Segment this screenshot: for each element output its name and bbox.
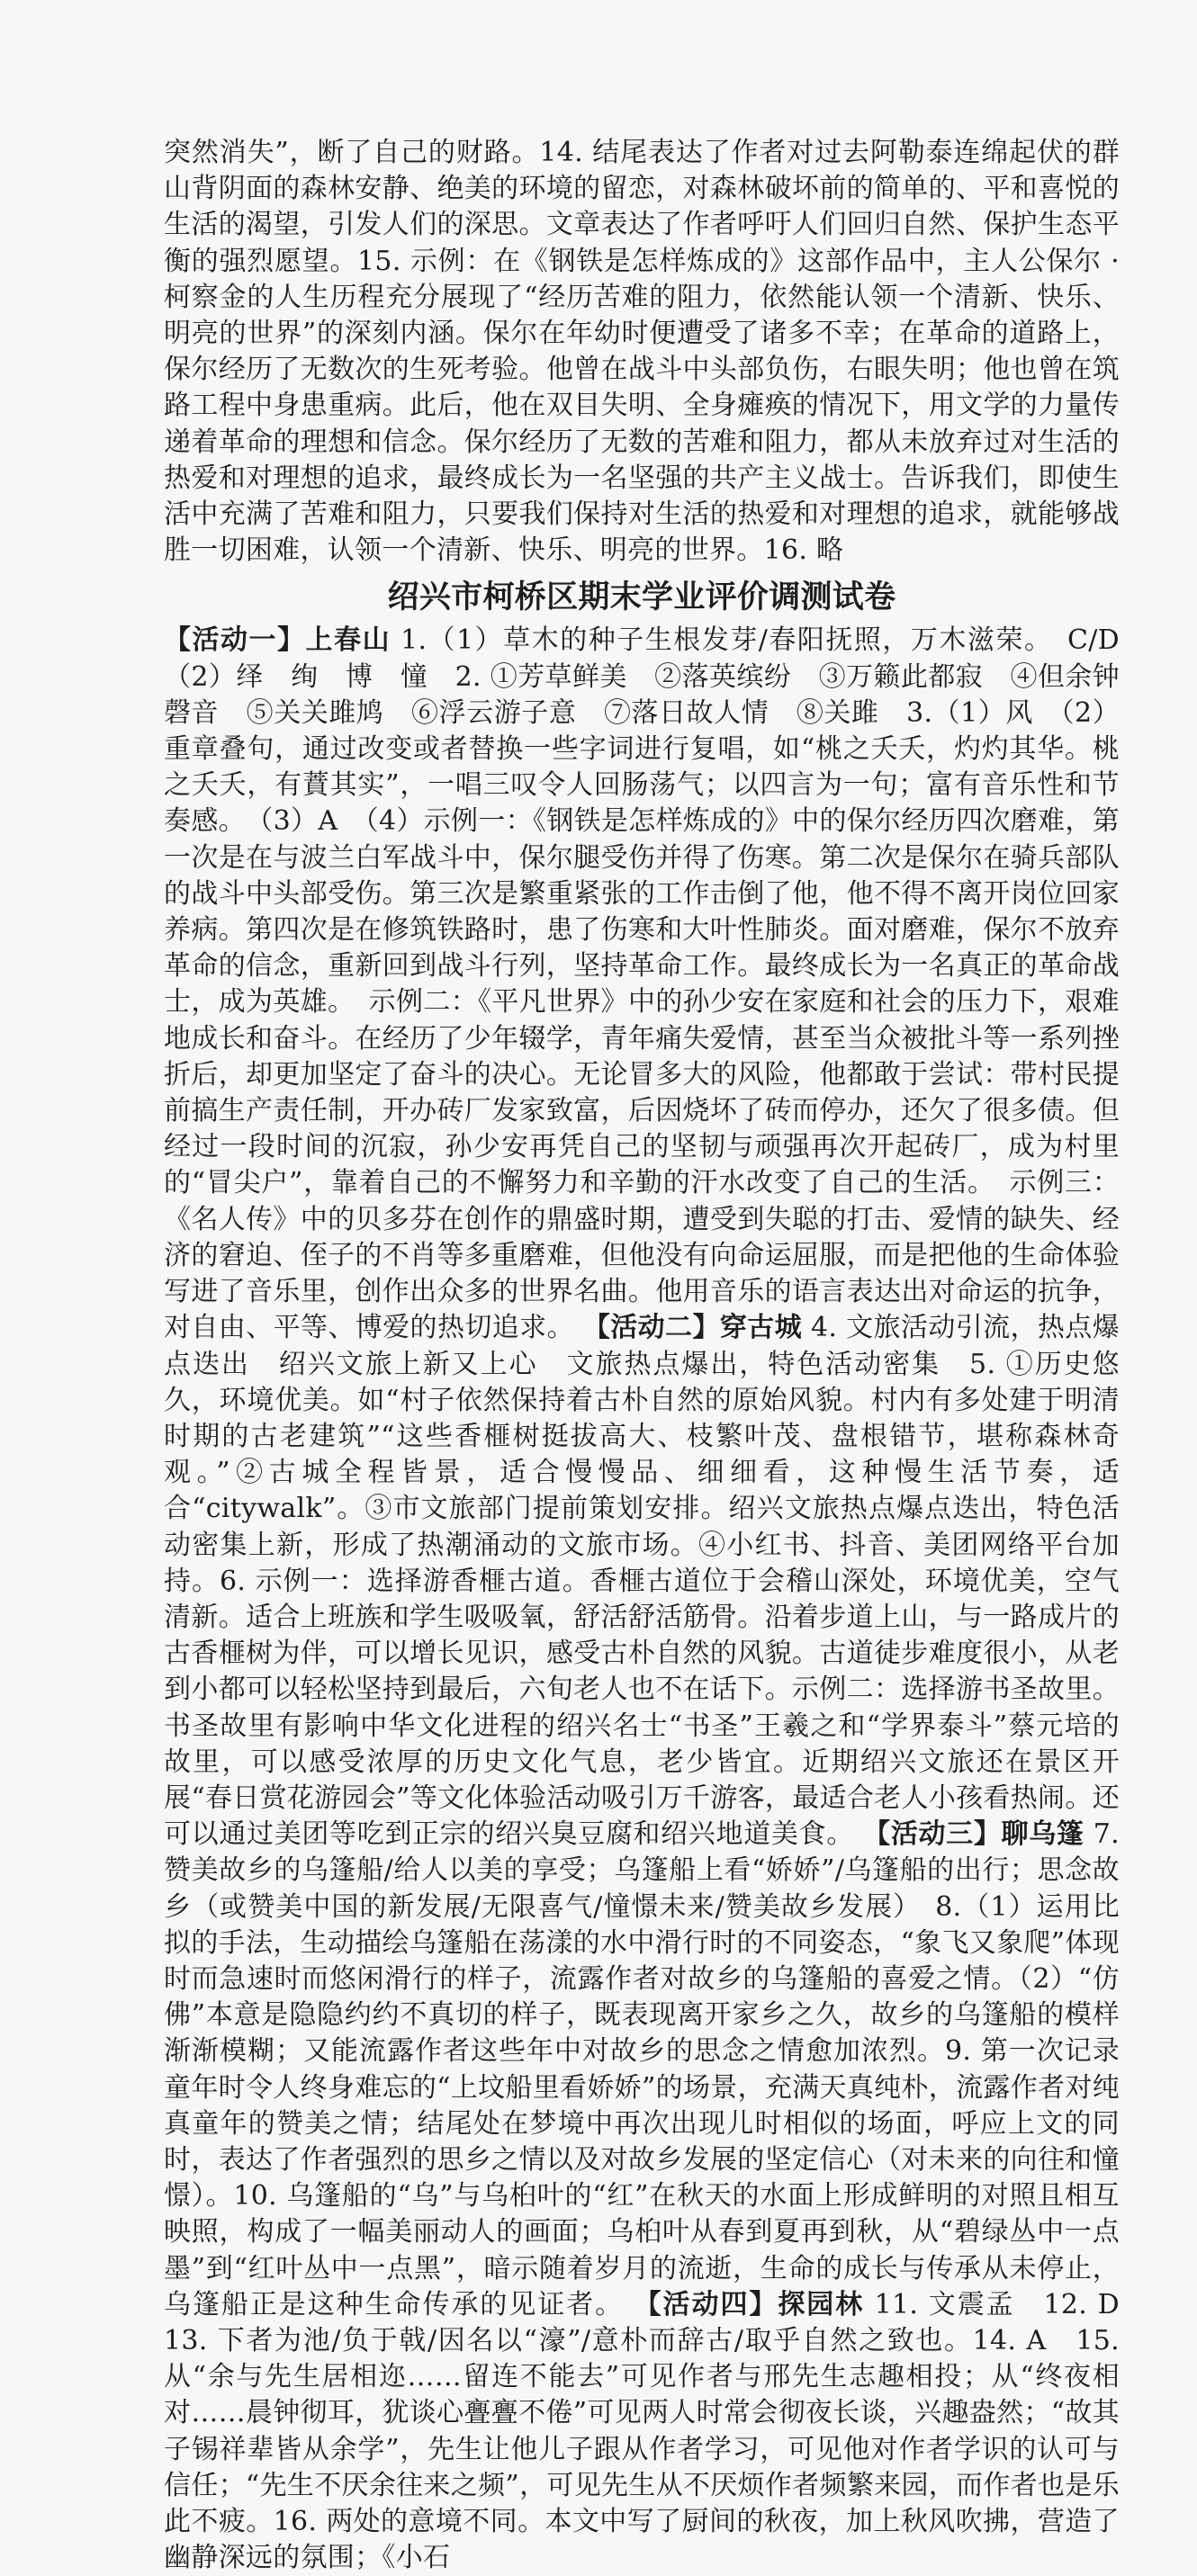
activity1-text: 1.（1）草木的种子生根发芽/春阳抚照，万木滋荣。 C/D （2）绎 绚 博 憧 2. ①芳草鲜美 ②落英缤纷 ③万籁此都寂 ④但余钟磬音 ⑤关关雎鸠 ⑥浮云游子意 ⑦落日故人情 ⑧关雎 3.（1）风 （2）重章叠句，通过改变或者替换一些字词进行复唱，如“桃之夭夭，灼灼其华。桃之夭夭，有蕡其实”，一唱三叹令人回肠荡气；以四言为一句；富有音乐性和节奏感。 （3）A （4）示例一：《钢铁是怎样炼成的》中的保尔经历四次磨难，第一次是在与波兰白军战斗中，保尔腿受伤并得了伤寒。第二次是保尔在骑兵部队的战斗中头部受伤。第三次是繁重紧张的工作击倒了他，他不得不离开岗位回家养病。第四次是在修筑铁路时，患了伤寒和大叶性肺炎。面对磨难，保尔不放弃革命的信念，重新回到战斗行列，坚持革命工作。最终成长为一名真正的革命战士，成为英雄。 示例二：《平凡世界》中的孙少安在家庭和社会的压力下，艰难地成长和奋斗。在经历了少年辍学，青年痛失爱情，甚至当众被批斗等一系列挫折后，却更加坚定了奋斗的决心。无论冒多大的风险，他都敢于尝试：带村民提前搞生产责任制，开办砖厂发家致富，后因烧坏了砖而停办，还欠了很多债。但经过一段时间的沉寂，孙少安再凭自己的坚韧与顽强再次开起砖厂，成为村里的“冒尖户”，靠着自己的不懈努力和辛勤的汗水改变了自己的生活。 示例三：《名人传》中的贝多芬在创作的鼎盛时期，遭受到失聪的打击、爱情的缺失、经济的窘迫、侄子的不肖等多重磨难，但他没有向命运屈服，而是把他的生命体验写进了音乐里，创作出众多的世界名曲。他用音乐的语言表达出对命运的抗争，对自由、平等、博爱的热切追求。 [164, 624, 1148, 1344]
activity4-label: 【活动四】探园林 [634, 2288, 865, 2320]
activity4-text: 11. 文震孟 12. D 13. 下者为池/负于戟/因名以“濠”/意朴而辞古/取乎自然之致也。14. A 15. 从“余与先生居相迩……留连不能去”可见作者与邢先生志趣相投；从“终夜相对……晨钟彻耳，犹谈心亹亹不倦”可见两人时常会彻夜长谈，兴趣盎然；“故其子锡祥辈皆从余学”，先生让他儿子跟从作者学习，可见他对作者学识的认可与信任；“先生不厌余往来之频”，可见先生从不厌烦作者频繁来园，而作者也是乐此不疲。16. 两处的意境不同。本文中写了厨间的秋夜，加上秋风吹拂，营造了幽静深远的氛围；《小石 [164, 2288, 1148, 2574]
activity2-text: 4. 文旅活动引流，热点爆点迭出 绍兴文旅上新又上心 文旅热点爆出，特色活动密集 5. ①历史悠久，环境优美。如“村子依然保持着古朴自然的原始风貌。村内有多处建于明清时期的古老建筑”“这些香榧树挺拔高大、枝繁叶茂、盘根错节，堪称森林奇观。”②古城全程皆景，适合慢慢品、细细看，这种慢生活节奏，适合“citywalk”。③市文旅部门提前策划安排。绍兴文旅热点爆点迭出，特色活动密集上新，形成了热潮涌动的文旅市场。④小红书、抖音、美团网络平台加持。6. 示例一：选择游香榧古道。香榧古道位于会稽山深处，环境优美，空气清新。适合上班族和学生吸吸氧，舒活舒活筋骨。沿着步道上山，与一路成片的古香榧树为伴，可以增长见识，感受古朴自然的风貌。古道徒步难度很小，从老到小都可以轻松坚持到最后，六旬老人也不在话下。示例二：选择游书圣故里。书圣故里有影响中华文化进程的绍兴名士“书圣”王羲之和“学界泰斗”蔡元培的故里，可以感受浓厚的历史文化气息，老少皆宜。近期绍兴文旅还在景区开展“春日赏花游园会”等文化体验活动吸引万千游客，最适合老人小孩看热闹。还可以通过美团等吃到正宗的绍兴臭豆腐和绍兴地道美食。 [164, 1312, 1120, 1851]
activity2-label: 【活动二】穿古城 [582, 1312, 803, 1344]
activity3-text: 7. 赞美故乡的乌篷船/给人以美的享受；乌篷船上看“娇娇”/乌篷船的出行；思念故乡（或赞美中国的新发展/无限喜气/憧憬未来/赞美故乡发展） 8.（1）运用比拟的手法，生动描绘乌篷船在荡漾的水中滑行时的不同姿态，“象飞又象爬”体现时而急速时而悠闲滑行的样子，流露作者对故乡的乌篷船的喜爱之情。（2）“仿佛”本意是隐隐约约不真切的样子，既表现离开家乡之久，故乡的乌篷船的模样渐渐模糊；又能流露作者这些年中对故乡的思念之情愈加浓烈。9. 第一次记录童年时令人终身难忘的“上坟船里看娇娇”的场景，充满天真纯朴，流露作者对纯真童年的赞美之情；结尾处在梦境中再次出现儿时相似的场面，呼应上文的同时，表达了作者强烈的思乡之情以及对故乡发展的坚定信心（对未来的向往和憧憬）。10. 乌篷船的“乌”与乌桕叶的“红”在秋天的水面上形成鲜明的对照且相互映照，构成了一幅美丽动人的画面；乌桕叶从春到夏再到秋，从“碧绿丛中一点墨”到“红叶丛中一点黑”，暗示随着岁月的流逝，生命的成长与传承从未停止，乌篷船正是这种生命传承的见证者。 [164, 1818, 1120, 2320]
answer-column [164, 135, 1148, 2576]
activity1-label: 【活动一】上春山 [164, 624, 392, 657]
section-title: 绍兴市柯桥区期末学业评价调测试卷 [387, 579, 896, 616]
answer-body [164, 623, 1148, 2576]
activity3-label: 【活动三】聊乌篷 [863, 1818, 1084, 1851]
intro-paragraph: 突然消失”，断了自己的财路。14. 结尾表达了作者对过去阿勒泰连绵起伏的群山背阴面的森林安静、绝美的环境的留恋，对森林破坏前的简单的、平和喜悦的生活的渴望，引发人们的深思。文章表达了作者呼吁人们回归自然、保护生态平衡的强烈愿望。15. 示例：在《钢铁是怎样炼成的》这部作品中，主人公保尔 · 柯察金的人生历程充分展现了“经历苦难的阻力，依然能认领一个清新、快乐、明亮的世界”的深刻内涵。保尔在年幼时便遭受了诸多不幸；在革命的道路上，保尔经历了无数次的生死考验。他曾在战斗中头部负伤，右眼失明；他也曾在筑路工程中身患重病。此后，他在双目失明、全身瘫痪的情况下，用文学的力量传递着革命的理想和信念。保尔经历了无数的苦难和阻力，都从未放弃过对生活的热爱和对理想的追求，最终成长为一名坚强的共产主义战士。告诉我们，即使生活中充满了苦难和阻力，只要我们保持对生活的热爱和对理想的追求，就能够战胜一切困难，认领一个清新、快乐、明亮的世界。16. 略 [164, 137, 1120, 567]
